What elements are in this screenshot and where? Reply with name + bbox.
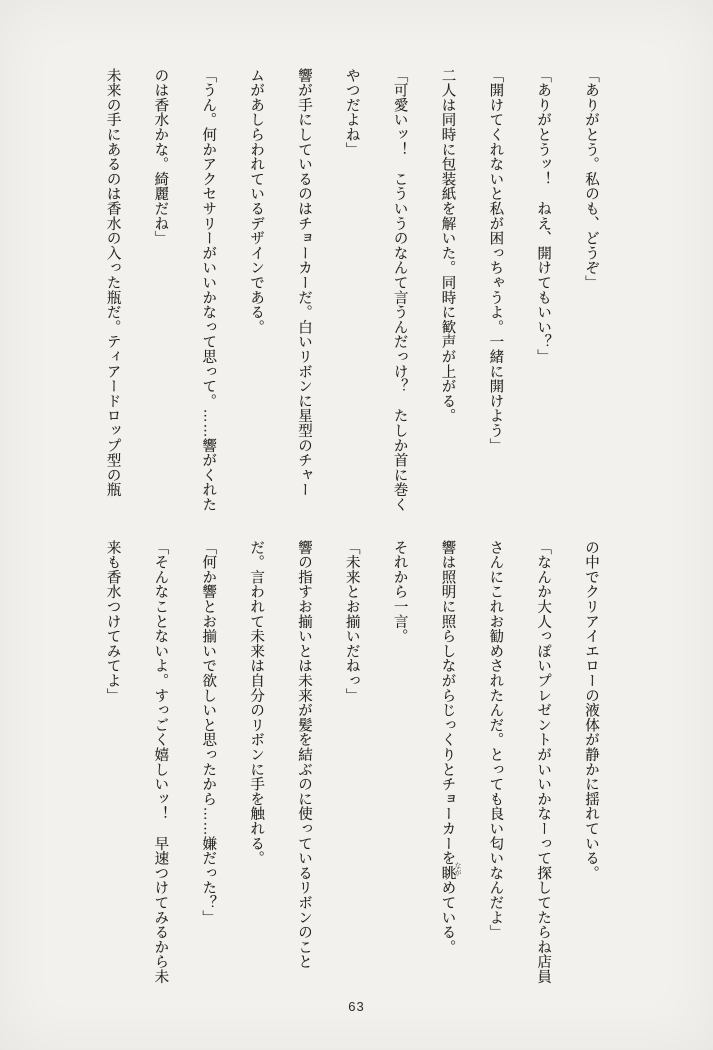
text-column: 来も香水つけてみてよ」 bbox=[104, 540, 121, 703]
text-column: 響が手にしているのはチョーカーだ。白いリボンに星型のチャー bbox=[295, 68, 312, 498]
text-column: 「ありがとう。私のも、どうぞ」 bbox=[583, 68, 599, 290]
text-column: の中でクリアイエローの液体が静かに揺れている。 bbox=[583, 540, 599, 881]
text-column: 「未来とお揃いだねっ」 bbox=[343, 540, 360, 703]
text-column: ムがあしらわれているデザインである。 bbox=[248, 68, 265, 335]
text-block-bottom bbox=[88, 540, 614, 1002]
text-column: やつだよね」 bbox=[343, 68, 360, 157]
text-column: 「そんなことないよ。すっごく嬉しいッ！ 早速つけてみるから未 bbox=[152, 540, 169, 984]
furigana-note: なが bbox=[454, 862, 461, 876]
text-column: 二人は同時に包装紙を解いた。同時に歓声が上がる。 bbox=[439, 68, 456, 424]
text-column: 「うん。何かアクセサリーがいいかなって思って。……響がくれた bbox=[200, 68, 217, 512]
text-column: 「何か響とお揃いで欲しいと思ったから……嫌だった？」 bbox=[200, 540, 217, 925]
text-column: それから一言。 bbox=[391, 540, 408, 644]
text-column: 「なんか大人っぽいプレゼントがいいかなーって探してたらね店員 bbox=[535, 540, 552, 984]
text-column: 「ありがとうッ！ ねえ、開けてもいい？」 bbox=[535, 68, 552, 364]
text-column: だ。言われて未来は自分のリボンに手を触れる。 bbox=[248, 540, 265, 866]
text-column: のは香水かな。綺麗だね」 bbox=[152, 68, 169, 246]
text-column: さんにこれお勧めされたんだ。とっても良い匂いなんだよ」 bbox=[487, 540, 504, 940]
text-column: 「開けてくれないと私が困っちゃうよ。一緒に開けよう」 bbox=[487, 68, 504, 453]
text-column: 未来の手にあるのは香水の入った瓶だ。ティアードロップ型の瓶 bbox=[104, 68, 121, 498]
text-column: 響の指すお揃いとは未来が髪を結ぶのに使っているリボンのこと bbox=[295, 540, 312, 970]
text-column: 響は照明に照らしながらじっくりとチョーカーを眺めている。 bbox=[439, 540, 456, 955]
page-number: 63 bbox=[348, 999, 365, 1014]
text-column: 「可愛いッ！ こういうのなんて言うんだっけ？ たしか首に巻く bbox=[391, 68, 408, 512]
text-block-top bbox=[88, 68, 614, 530]
